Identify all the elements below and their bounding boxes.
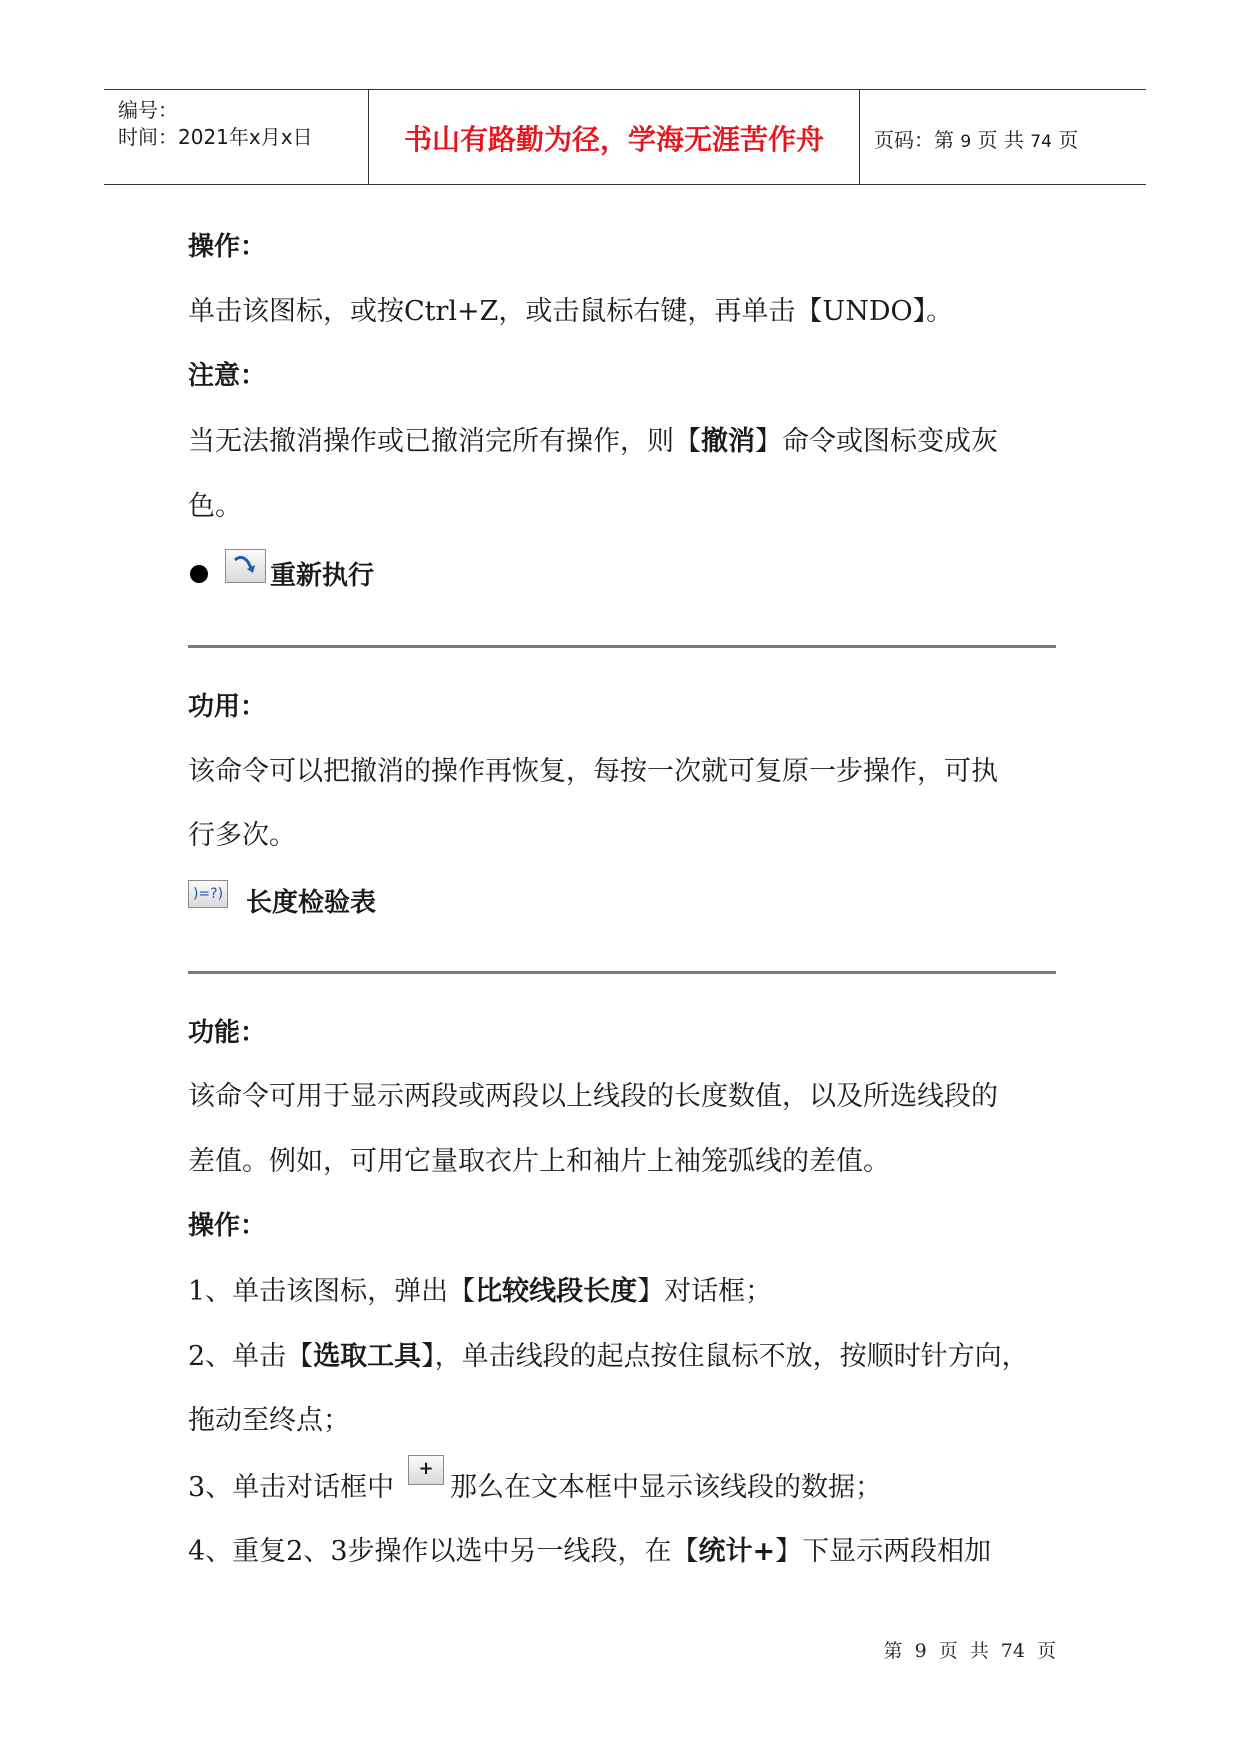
plus-icon: + <box>408 1455 444 1485</box>
step-1 <box>188 1269 772 1308</box>
step-2-post: 】，单击线段的起点按住鼠标不放，按顺时针方向， <box>421 1341 1029 1372</box>
page-prefix: 页码：第 <box>874 128 954 152</box>
step-2-bold: 选取工具 <box>313 1341 422 1372</box>
length-function-heading: 功能： <box>188 1018 267 1048</box>
header-motto-cell <box>368 90 860 184</box>
redo-function-heading: 功用： <box>188 692 267 722</box>
page-total: 74 <box>1030 132 1052 152</box>
header-page-info <box>874 124 1078 153</box>
page-number: 9 <box>960 132 972 152</box>
length-check-icon: )=?) <box>188 880 228 908</box>
note-text <box>188 419 998 458</box>
page-header <box>104 89 1146 185</box>
redo-title: 重新执行 <box>270 561 375 591</box>
step-1-bold: 比较线段长度 <box>475 1276 638 1307</box>
length-operation-heading: 操作： <box>188 1211 267 1241</box>
step-4-pre: 4、重复2、3步操作以选中另一线段，在【 <box>188 1536 699 1567</box>
step-2-line2: 拖动至终点； <box>188 1405 350 1436</box>
step-3-post: 那么在文本框中显示该线段的数据； <box>450 1472 882 1503</box>
length-function-text: 该命令可用于显示两段或两段以上线段的长度数值，以及所选线段的 <box>188 1081 998 1112</box>
length-check-title: 长度检验表 <box>246 888 377 918</box>
bullet-icon <box>190 565 208 583</box>
note-text-pre: 当无法撤消操作或已撤消完所有操作，则【 <box>188 426 701 457</box>
step-1-post: 】对话框； <box>637 1276 773 1307</box>
operation-heading: 操作： <box>188 232 267 262</box>
step-4 <box>188 1529 991 1568</box>
page-mid: 页 共 <box>977 128 1024 152</box>
header-left-cell <box>104 90 368 184</box>
step-4-bold: 统计+ <box>698 1536 776 1567</box>
redo-divider <box>188 645 1056 648</box>
step-4-post: 】下显示两段相加 <box>775 1536 992 1567</box>
step-2-pre: 2、单击【 <box>188 1341 314 1372</box>
note-text-bold: 撤消 <box>701 426 755 457</box>
page-suffix: 页 <box>1058 128 1079 152</box>
step-2 <box>188 1334 1029 1373</box>
step-3-pre: 3、单击对话框中 <box>188 1472 395 1503</box>
redo-icon <box>225 549 266 583</box>
length-divider <box>188 971 1056 974</box>
length-function-text-line2: 差值。例如，可用它量取衣片上和袖片上袖笼弧线的差值。 <box>188 1146 890 1177</box>
redo-function-text-line2: 行多次。 <box>188 820 296 851</box>
step-1-pre: 1、单击该图标，弹出【 <box>188 1276 476 1307</box>
serial-label: 编号： <box>118 98 178 122</box>
time-label: 时间：2021年x月x日 <box>118 125 313 149</box>
note-heading: 注意： <box>188 361 267 391</box>
note-text-post: 】命令或图标变成灰 <box>755 426 998 457</box>
redo-function-text: 该命令可以把撤消的操作再恢复，每按一次就可复原一步操作，可执 <box>188 756 998 787</box>
motto: 书山有路勤为径，学海无涯苦作舟 <box>403 123 824 156</box>
note-text-line2: 色。 <box>188 491 242 522</box>
operation-text: 单击该图标，或按Ctrl+Z，或击鼠标右键，再单击【UNDO】。 <box>188 296 954 327</box>
page-footer: 第 9 页 共 74 页 <box>883 1640 1056 1662</box>
header-page-cell <box>860 90 1146 184</box>
